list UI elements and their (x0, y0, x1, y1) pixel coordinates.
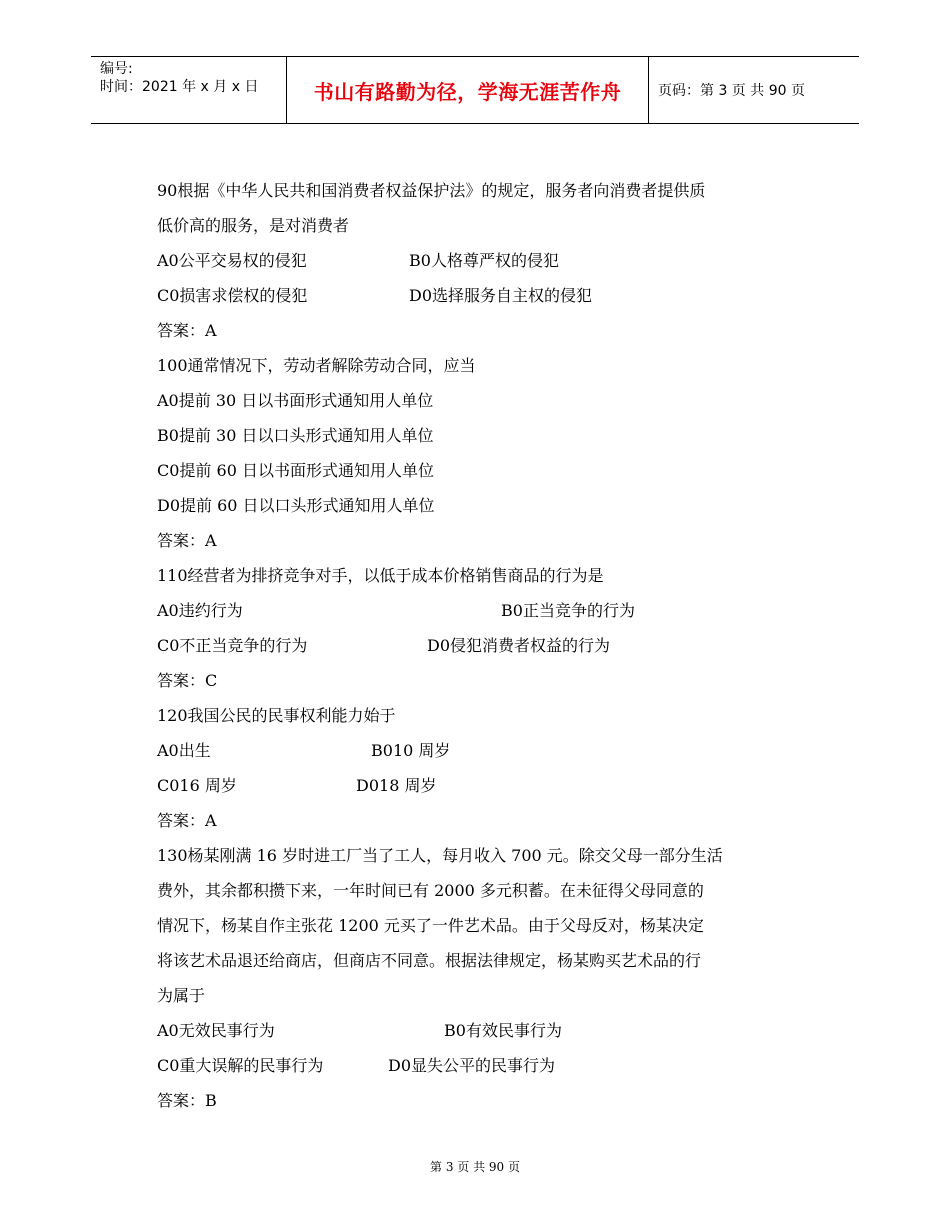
question-10-stem: 100通常情况下，劳动者解除劳动合同，应当 (157, 356, 476, 375)
answer-line: 答案：C (157, 671, 218, 690)
answer-line: 答案：A (157, 321, 217, 340)
answer-line: 答案：B (157, 1091, 217, 1110)
document-time-label: 时间：2021 年 x 月 x 日 (100, 79, 259, 95)
option-row (157, 278, 807, 313)
question-13-stem-line-4: 将该艺术品退还给商店，但商店不同意。根据法律规定，杨某购买艺术品的行 (157, 951, 702, 970)
page-footer: 第 3 页 共 90 页 (430, 1160, 520, 1174)
option-d: D018 周岁 (356, 776, 437, 795)
option-row (157, 1048, 807, 1083)
option-b: B0提前 30 日以口头形式通知用人单位 (157, 426, 434, 445)
answer-line: 答案：A (157, 531, 217, 550)
question-9-stem-line-2: 低价高的服务，是对消费者 (157, 216, 350, 235)
option-c: C0不正当竞争的行为 (157, 636, 308, 655)
option-d: D0显失公平的民事行为 (388, 1056, 556, 1075)
option-row (157, 733, 807, 768)
document-number-label: 编号: (100, 61, 133, 77)
answer-line: 答案：A (157, 811, 217, 830)
option-c: C016 周岁 (157, 776, 237, 795)
question-list (157, 173, 807, 1118)
option-row (157, 628, 807, 663)
question-13-stem-line-1: 130杨某刚满 16 岁时进工厂当了工人，每月收入 700 元。除交父母一部分生活 (157, 846, 723, 865)
option-row (157, 1013, 807, 1048)
option-b: B0人格尊严权的侵犯 (409, 251, 559, 270)
option-a: A0提前 30 日以书面形式通知用人单位 (157, 391, 434, 410)
question-13-stem-line-5: 为属于 (157, 986, 206, 1005)
option-a: A0无效民事行为 (157, 1021, 275, 1040)
question-12-stem: 120我国公民的民事权利能力始于 (157, 706, 396, 725)
option-d: D0侵犯消费者权益的行为 (427, 636, 611, 655)
option-a: A0违约行为 (157, 601, 243, 620)
option-c: C0重大误解的民事行为 (157, 1056, 324, 1075)
header-meta (100, 60, 258, 96)
option-b: B0正当竞争的行为 (501, 601, 635, 620)
option-a: A0出生 (157, 741, 211, 760)
option-b: B010 周岁 (371, 741, 451, 760)
option-c: C0损害求偿权的侵犯 (157, 286, 308, 305)
question-13-stem-line-3: 情况下，杨某自作主张花 1200 元买了一件艺术品。由于父母反对，杨某决定 (157, 916, 704, 935)
option-a: A0公平交易权的侵犯 (157, 251, 307, 270)
question-11-stem: 110经营者为排挤竞争对手，以低于成本价格销售商品的行为是 (157, 566, 604, 585)
page-header (91, 56, 859, 124)
option-row (157, 243, 807, 278)
question-9-stem-line-1: 90根据《中华人民共和国消费者权益保护法》的规定，服务者向消费者提供质 (157, 181, 706, 200)
option-d: D0选择服务自主权的侵犯 (409, 286, 593, 305)
option-row (157, 768, 807, 803)
header-divider-right (648, 57, 649, 123)
option-row (157, 593, 807, 628)
option-b: B0有效民事行为 (444, 1021, 562, 1040)
option-d: D0提前 60 日以口头形式通知用人单位 (157, 496, 435, 515)
header-motto: 书山有路勤为径，学海无涯苦作舟 (313, 79, 622, 104)
question-13-stem-line-2: 费外，其余都积攒下来，一年时间已有 2000 多元积蓄。在未征得父母同意的 (157, 881, 704, 900)
option-c: C0提前 60 日以书面形式通知用人单位 (157, 461, 434, 480)
header-page-code: 页码：第 3 页 共 90 页 (658, 83, 805, 99)
